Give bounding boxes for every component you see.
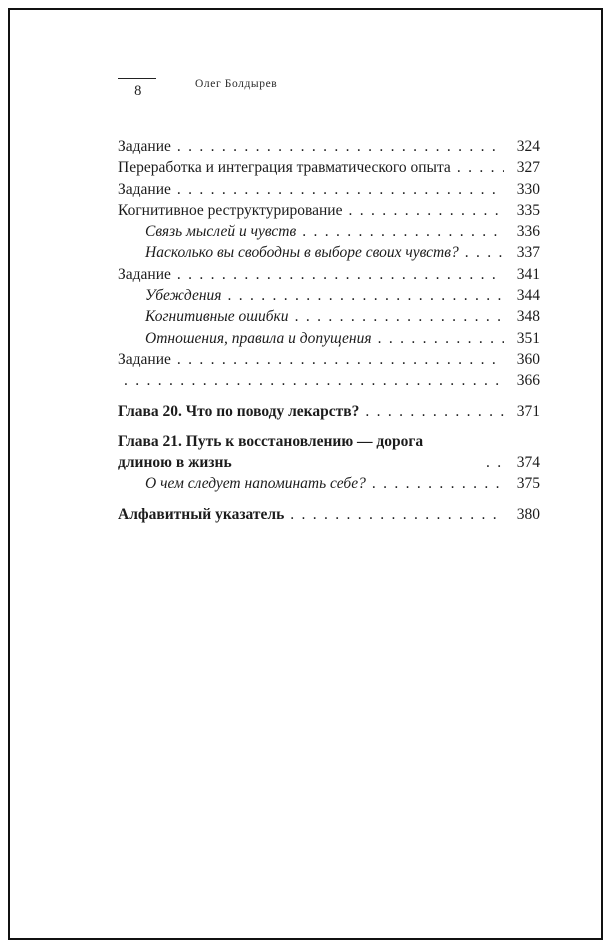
toc-entry [118, 157, 540, 178]
toc-entry [118, 349, 540, 370]
toc-entry-page: 374 [516, 454, 540, 472]
running-title: Олег Болдырев [195, 78, 278, 90]
toc-entry [118, 200, 540, 221]
toc-entry [118, 306, 540, 327]
toc-entry [118, 285, 540, 306]
toc-leader-dots [372, 473, 504, 494]
toc-entry [118, 473, 540, 494]
toc-leader-dots [177, 136, 504, 157]
table-of-contents [118, 136, 540, 525]
toc-leader-dots [465, 242, 504, 263]
toc-entry [118, 401, 540, 422]
toc-entry-page: 360 [516, 350, 540, 368]
toc-entry-page: 371 [516, 402, 540, 420]
toc-entry-label: О чем следует напоминать себе? [145, 475, 366, 493]
toc-entry-label: Задание [118, 265, 171, 283]
toc-leader-dots [177, 179, 504, 200]
toc-entry-label: Алфавитный указатель [118, 505, 285, 523]
toc-entry-label: Задание [118, 180, 171, 198]
toc-entry-page: 327 [516, 159, 540, 177]
toc-entry-page: 351 [516, 329, 540, 347]
toc-leader-dots [124, 370, 504, 391]
toc-entry-page: 375 [516, 475, 540, 493]
toc-leader-dots [365, 401, 504, 422]
toc-entry-label: Когнитивное реструктурирование [118, 201, 343, 219]
toc-leader-dots [295, 306, 504, 327]
toc-entry-label: Убеждения [145, 287, 222, 305]
toc-entry-page: 337 [516, 244, 540, 262]
toc-leader-dots [228, 285, 505, 306]
folio-block [118, 76, 158, 100]
toc-entry-page: 380 [516, 505, 540, 523]
toc-entry-page: 341 [516, 265, 540, 283]
toc-entry-label: Насколько вы свободны в выборе своих чувств? [145, 244, 459, 262]
folio-rule [118, 78, 156, 79]
toc-entry-page: 324 [516, 138, 540, 155]
toc-entry-label: Переработка и интеграция травматического опыта [118, 159, 451, 177]
toc-entry [118, 264, 540, 285]
toc-entry [118, 179, 540, 200]
toc-entry [118, 136, 540, 157]
toc-leader-dots [177, 349, 504, 370]
toc-leader-dots [302, 221, 504, 242]
toc-entry-label: Когнитивные ошибки [145, 308, 289, 326]
toc-entry-page: 366 [516, 372, 540, 390]
toc-leader-dots [378, 328, 504, 349]
toc-entry [118, 242, 540, 263]
toc-entry [118, 504, 540, 525]
toc-leader-dots [457, 157, 504, 178]
toc-leader-dots [348, 200, 504, 221]
toc-entry-label: Глава 21. Путь к восстановлению — дорога длиною в жизнь [118, 432, 424, 472]
toc-entry-label: Задание [118, 350, 171, 368]
toc-leader-dots [290, 504, 504, 525]
toc-entry-label: Глава 20. Что по поводу лекарств? [118, 402, 360, 420]
toc-entry [118, 370, 540, 391]
toc-entry-page: 330 [516, 180, 540, 198]
toc-entry-page: 336 [516, 223, 540, 241]
page-border-frame [8, 8, 603, 940]
toc-entry [118, 328, 540, 349]
toc-entry-label: Задание [118, 138, 171, 155]
toc-leader-dots [177, 264, 504, 285]
page-number: 8 [134, 83, 142, 99]
toc-entry [118, 221, 540, 242]
toc-entry-page: 348 [516, 308, 540, 326]
toc-entry-page: 344 [516, 287, 540, 305]
toc-entry [118, 431, 540, 474]
toc-entry-page: 335 [516, 201, 540, 219]
toc-entry-label: Отношения, правила и допущения [145, 329, 372, 347]
toc-leader-dots [486, 452, 504, 473]
toc-entry-label: Связь мыслей и чувств [145, 223, 297, 241]
running-head [118, 76, 540, 120]
